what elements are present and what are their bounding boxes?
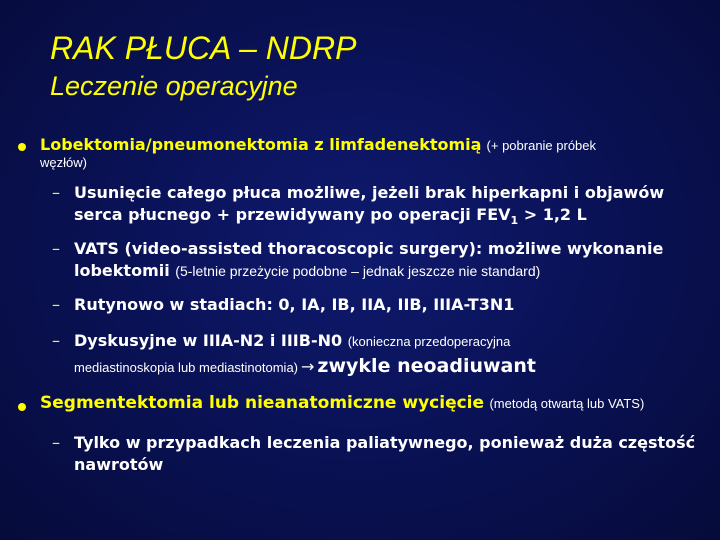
bullet-lobektomia-note: (+ pobranie próbek bbox=[486, 138, 597, 153]
sub-item-dyskusyjne bbox=[74, 330, 714, 379]
dash-marker: – bbox=[52, 295, 60, 314]
vats-note: (5-letnie przeżycie podobne – jednak jeszcze nie standard) bbox=[175, 263, 541, 279]
bullet-lobektomia-note-cont: węzłów) bbox=[40, 155, 87, 170]
sub-item-pneumonektomia-line2 bbox=[74, 204, 714, 232]
bullet-lobektomia bbox=[40, 134, 710, 156]
dash-marker: – bbox=[52, 183, 60, 202]
bullet-segmentektomia-main: Segmentektomia lub nieanatomiczne wycięcie bbox=[40, 393, 485, 413]
fev-text: serca płucnego + przewidywany po operacji FEV bbox=[74, 205, 511, 224]
sub-item-paliatywne-line1: Tylko w przypadkach leczenia paliatywnego, ponieważ duża częstość bbox=[74, 433, 696, 452]
dash-marker: – bbox=[52, 331, 60, 350]
sub-item-pneumonektomia-line1: Usunięcie całego płuca możliwe, jeżeli brak hiperkapni i objawów bbox=[74, 183, 665, 202]
sub-item-rutynowo: Rutynowo w stadiach: 0, IA, IB, IIA, IIB, IIIA-T3N1 bbox=[74, 295, 515, 314]
sub-item-paliatywne-line2: nawrotów bbox=[74, 455, 164, 474]
dyskusyjne-note: (konieczna przedoperacyjna bbox=[347, 334, 511, 349]
sub-item-dyskusyjne-line1 bbox=[74, 330, 714, 353]
neoadiuwant-text: zwykle neoadiuwant bbox=[317, 355, 536, 377]
vats-lobektomii: lobektomii bbox=[74, 261, 170, 280]
sub-item-vats-line2 bbox=[74, 260, 714, 282]
dyskusyjne-note-cont: mediastinoskopia lub mediastinotomia) bbox=[74, 360, 299, 375]
sub-item-paliatywne bbox=[74, 432, 714, 476]
bullet-lobektomia-main: Lobektomia/pneumonektomia z limfadenektomią bbox=[40, 135, 482, 154]
sub-item-vats-line1: VATS (video-assisted thoracoscopic surgery): możliwe wykonanie bbox=[74, 239, 664, 258]
arrow-right-icon: → bbox=[301, 357, 315, 376]
sub-item-pneumonektomia bbox=[74, 182, 714, 232]
sub-item-dyskusyjne-line2 bbox=[74, 355, 714, 379]
dash-marker: – bbox=[52, 433, 60, 452]
fev-subscript: 1 bbox=[510, 214, 519, 228]
fev-threshold: > 1,2 L bbox=[518, 205, 587, 224]
bullet-dot-icon bbox=[18, 403, 26, 411]
bullet-dot-icon bbox=[18, 143, 26, 151]
slide-title: RAK PŁUCA – NDRP bbox=[50, 30, 357, 66]
sub-item-vats bbox=[74, 238, 714, 282]
dyskusyjne-main: Dyskusyjne w IIIA-N2 i IIIB-N0 bbox=[74, 331, 343, 350]
bullet-segmentektomia bbox=[40, 393, 715, 414]
bullet-segmentektomia-note: (metodą otwartą lub VATS) bbox=[489, 396, 645, 411]
slide-subtitle: Leczenie operacyjne bbox=[50, 71, 298, 101]
dash-marker: – bbox=[52, 239, 60, 258]
